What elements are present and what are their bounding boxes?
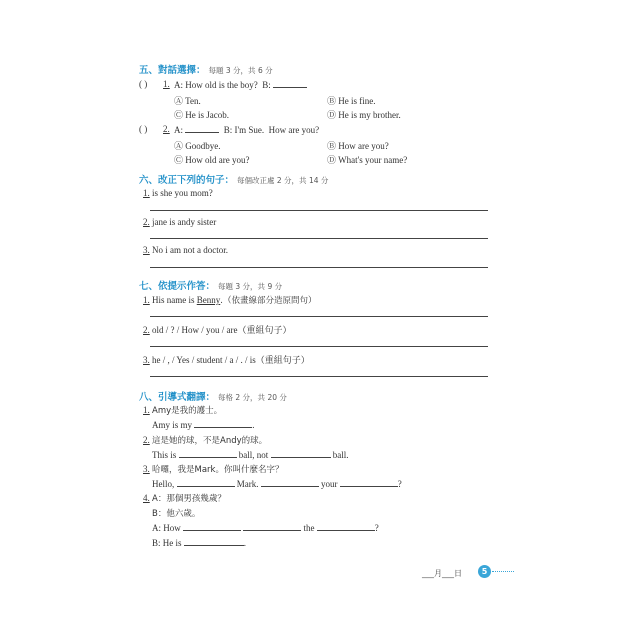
section-points: 每格 2 分，共 20 分 <box>218 393 287 402</box>
q8-3-english <box>152 478 402 489</box>
section-title: 六、改正下列的句子： <box>139 175 235 186</box>
chinese-text: 哈囉，我是Mark。你叫什麼名字？ <box>152 465 284 475</box>
answer-blank[interactable] <box>183 522 241 531</box>
q5-1-paren: ( ) <box>139 79 148 89</box>
item-text: is she you mom? <box>152 188 213 198</box>
english-text: . <box>252 420 255 430</box>
item-number: 2. <box>143 217 150 227</box>
section-points: 每個改正處 2 分，共 14 分 <box>237 176 329 185</box>
item-text: His name is <box>152 295 197 305</box>
answer-line <box>150 376 488 377</box>
item-number: 2. <box>143 435 150 445</box>
q5-2-option-b: Ⓑ How are you? <box>327 141 389 151</box>
answer-blank[interactable] <box>271 449 331 458</box>
q8-2-english <box>152 449 349 460</box>
q5-1-number: 1. <box>163 79 170 89</box>
item-number: 2. <box>143 325 150 335</box>
english-text: the <box>301 523 317 533</box>
q8-4-chinese-b: B：他六歲。 <box>152 509 201 519</box>
section-7-header <box>139 278 282 292</box>
date-field: ___月___日 <box>422 569 462 578</box>
item-text: he / , / Yes / student / a / . / is（重組句子） <box>152 355 310 365</box>
q8-4-english-b <box>152 537 246 548</box>
q6-1 <box>143 188 213 198</box>
answer-blank[interactable] <box>177 478 235 487</box>
english-text: your <box>318 479 340 489</box>
chinese-text: 這是她的球，不是Andy的球。 <box>152 436 268 446</box>
item-number: 1. <box>143 188 150 198</box>
section-title: 七、依提示作答： <box>139 281 216 292</box>
q5-1-option-b: Ⓑ He is fine. <box>327 96 376 106</box>
underlined-word: Benny <box>196 295 221 305</box>
q7-1 <box>143 294 316 306</box>
q8-1-chinese <box>143 404 222 416</box>
q8-4-chinese-a <box>143 492 226 504</box>
answer-line <box>150 267 488 268</box>
section-title: 八、引導式翻譯： <box>139 392 216 403</box>
english-text: ? <box>397 479 402 489</box>
footer-divider <box>492 571 514 572</box>
q8-4-english-a <box>152 522 379 533</box>
q8-3-chinese <box>143 463 283 475</box>
item-number: 1. <box>143 405 150 415</box>
q5-2-question: A: B: I'm Sue. How are you? <box>174 125 320 135</box>
chinese-text: Amy是我的護士。 <box>152 406 223 416</box>
answer-line <box>150 346 488 347</box>
q5-2-paren: ( ) <box>139 124 148 134</box>
item-number: 3. <box>143 245 150 255</box>
section-8-header <box>139 389 287 403</box>
chinese-text: A：那個男孩幾歲？ <box>152 494 226 504</box>
item-text: No i am not a doctor. <box>152 245 228 255</box>
item-number: 3. <box>143 464 150 474</box>
item-number: 4. <box>143 493 150 503</box>
answer-blank[interactable] <box>194 419 255 430</box>
english-text: ball, not <box>236 450 271 460</box>
q5-1-question: A: How old is the boy? B: <box>174 79 307 90</box>
english-text: ? <box>374 523 379 533</box>
english-text: Hello, <box>152 479 177 489</box>
section-6-header <box>139 172 328 186</box>
answer-blank[interactable] <box>179 449 237 458</box>
section-points: 每題 3 分，共 6 分 <box>208 66 273 75</box>
q7-3 <box>143 353 310 366</box>
answer-line <box>150 210 488 211</box>
english-text: Mark. <box>234 479 261 489</box>
section-5-header <box>139 62 273 76</box>
item-text: jane is andy sister <box>152 217 217 227</box>
q5-2-number: 2. <box>163 124 170 134</box>
item-text: old / ? / How / you / are（重組句子） <box>152 325 292 335</box>
english-text: . <box>243 538 247 548</box>
answer-line <box>150 316 488 317</box>
q6-3 <box>143 245 228 255</box>
q5-2-option-c: Ⓒ How old are you? <box>174 155 250 165</box>
answer-blank[interactable] <box>243 522 301 531</box>
q6-2 <box>143 217 216 227</box>
q5-2-option-a: Ⓐ Goodbye. <box>174 141 221 151</box>
q5-1-option-a: Ⓐ Ten. <box>174 96 201 106</box>
english-text: This is <box>152 450 179 460</box>
q8-1-english <box>152 419 255 430</box>
english-text: ball. <box>330 450 349 460</box>
answer-blank[interactable] <box>317 522 375 531</box>
q5-1-option-d: Ⓓ He is my brother. <box>327 110 401 120</box>
q5-2-option-d: Ⓓ What's your name? <box>327 155 408 165</box>
page-number: 5 <box>478 565 491 578</box>
english-text: B: He is <box>152 538 184 548</box>
answer-line <box>150 238 488 239</box>
item-hint: .（依畫線部分造原問句） <box>220 296 317 306</box>
item-number: 3. <box>143 355 150 365</box>
answer-blank[interactable] <box>184 537 247 548</box>
item-number: 1. <box>143 295 150 305</box>
q8-2-chinese <box>143 434 267 446</box>
q5-1-option-c: Ⓒ He is Jacob. <box>174 110 229 120</box>
answer-blank[interactable] <box>261 478 319 487</box>
section-points: 每題 3 分，共 9 分 <box>218 282 283 291</box>
section-title: 五、對話選擇： <box>139 65 206 76</box>
english-text: A: How <box>152 523 183 533</box>
q7-2 <box>143 323 291 336</box>
answer-blank[interactable] <box>340 478 398 487</box>
english-text: Amy is my <box>152 420 195 430</box>
